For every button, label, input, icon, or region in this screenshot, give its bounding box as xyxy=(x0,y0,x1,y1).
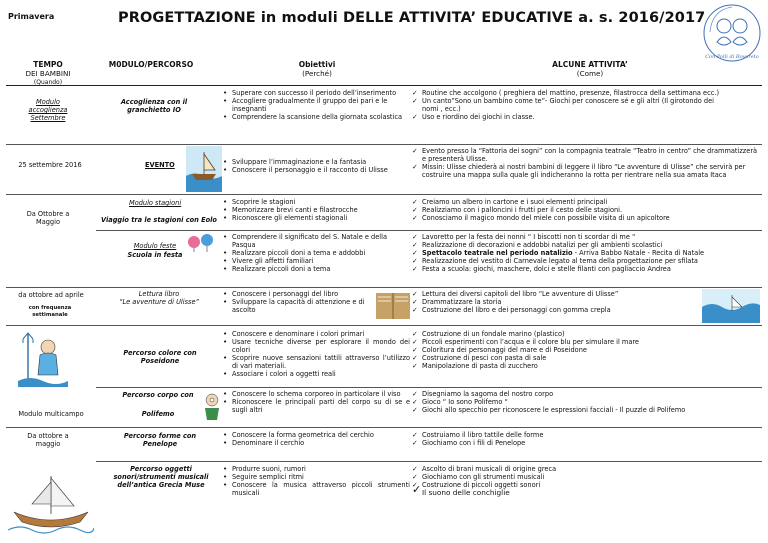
r1-modulo: Accoglienza con il granchietto IO xyxy=(120,98,188,115)
r9-attivita xyxy=(412,465,758,497)
attivita-item: ✓ Routine che accolgono ( preghiera del mattino, presenze, filastrocca della settimana ecc.) xyxy=(412,89,730,97)
obiettivo-item: • Denominare il cerchio xyxy=(222,439,410,447)
obiettivo-item: • Associare i colori a oggetti reali xyxy=(222,370,410,378)
r6-attivita xyxy=(412,330,758,370)
obiettivo-item: • Usare tecniche diverse per esplorare il mondo dei colori xyxy=(222,338,410,354)
attivita-item: ✓ Realizzazione del vestito di Carnevale legato al tema della progettazione per sfilata xyxy=(412,257,758,265)
r3-modulo-title: Viaggio tra le stagioni con Eolo xyxy=(101,216,217,224)
r5-attivita xyxy=(412,290,702,314)
attivita-item: ✓ Un canto”Sono un bambino come te”- Giochi per conoscere sé e gli altri (Il girotondo dei nomi , ecc.) xyxy=(412,97,730,113)
obiettivo-item: • Scoprire le stagioni xyxy=(222,198,412,206)
rule-7 xyxy=(6,427,762,428)
rule-2 xyxy=(6,194,762,195)
rule-header xyxy=(6,85,762,86)
obiettivo-item: • Vivere gli affetti familiari xyxy=(222,257,412,265)
attivita-item: ✓ Manipolazione di pasta di zucchero xyxy=(412,362,758,370)
obiettivo-item: • Comprendere la scansione della giornata scolastica xyxy=(222,113,410,121)
obiettivo-item: • Comprendere il significato del S. Natale e della Pasqua xyxy=(222,233,412,249)
r8-attivita xyxy=(412,431,758,447)
ulysses-ship-illustration xyxy=(186,146,222,192)
attivita-item: ✓ Costruzione di un fondale marino (plastico) xyxy=(412,330,758,338)
greek-ship-illustration xyxy=(8,468,94,540)
obiettivo-item: • Conoscere i personaggi del libro xyxy=(222,290,374,298)
attivita-item: ✓ Costruiamo il libro tattile delle forme xyxy=(412,431,758,439)
page-title: PROGETTAZIONE in moduli DELLE ATTIVITA’ EDUCATIVE a. s. 2016/2017 xyxy=(118,10,706,26)
r2-attivita xyxy=(412,147,758,179)
attivita-item: ✓ Realizzazione di decorazioni e addobbi natalizi per gli ambienti scolastici xyxy=(412,241,758,249)
obiettivo-item: • Conoscere lo schema corporeo in particolare il viso xyxy=(222,390,410,398)
polifemo-clipart xyxy=(202,392,222,420)
r3-tempo: Da Ottobre a Maggio xyxy=(26,210,70,227)
r3-obiettivi xyxy=(222,198,412,222)
attivita-item: ✓ Realizziamo con i palloncini i frutti per il cesto delle stagioni. xyxy=(412,206,758,214)
attivita-item: ✓ Lettura dei diversi capitoli del libro “Le avventure di Ulisse” xyxy=(412,290,702,298)
obiettivo-item: • Realizzare piccoli doni a tema e addobbi xyxy=(222,249,412,257)
col-head-modulo: M0DULO/PERCORSO xyxy=(108,60,194,69)
obiettivo-item: • Scoprire nuove sensazioni tattili attraverso l’utilizzo di vari materiali. xyxy=(222,354,410,370)
r8-obiettivi xyxy=(222,431,410,447)
obiettivo-item: • Accogliere gradualmente il gruppo dei pari e le insegnanti xyxy=(222,97,410,113)
r7-modulo-title: Polifemo xyxy=(141,410,175,418)
col-head-attivita: ALCUNE ATTIVITA’ (Come) xyxy=(552,60,628,78)
attivita-item: ✓ Drammatizzare la storia xyxy=(412,298,702,306)
rule-8 xyxy=(96,461,762,462)
obiettivo-item: • Riconoscere le principali parti del corpo su di se e sugli altri xyxy=(222,398,410,414)
rule-3 xyxy=(96,230,762,231)
obiettivo-item: • Sviluppare l’immaginazione e la fantasia xyxy=(222,158,408,166)
attivita-item: ✓ Festa a scuola: giochi, maschere, dolci e stelle filanti con pagliaccio Andrea xyxy=(412,265,758,273)
book-clipart xyxy=(374,289,412,323)
r5-tempo: da ottobre ad aprile xyxy=(18,291,84,299)
r3-attivita xyxy=(412,198,758,222)
season-label: Primavera xyxy=(8,12,55,21)
attivita-item: ✓ Giochiamo con gli strumenti musicali xyxy=(412,473,758,481)
r7-modulo-label: Percorso corpo con xyxy=(122,391,194,399)
attivita-item: ✓ Giochiamo con i fili di Penelope xyxy=(412,439,758,447)
obiettivo-item: • Memorizzare brevi canti e filastrocche xyxy=(222,206,412,214)
r7-obiettivi xyxy=(222,390,410,414)
logo-text: Con Polli di Rovereto xyxy=(705,54,759,60)
obiettivo-item: • Sviluppare la capacità di attenzione e di ascolto xyxy=(222,298,374,314)
attivita-item: ✓ Costruzione del libro e dei personaggi con gomma crepla xyxy=(412,306,702,314)
r4-attivita xyxy=(412,233,758,273)
attivita-item: ✓ Missin: Ulisse chiederà ai nostri bambini di leggere il libro “Le avventure di Ulisse” che servirà per costruire una mappa sulla quale gli indicheranno la rotta per rientrare nella sua amata Itaca xyxy=(412,163,758,179)
r7-attivita xyxy=(412,390,758,414)
rule-6 xyxy=(96,387,762,388)
obiettivo-item: • Superare con successo il periodo dell’inserimento xyxy=(222,89,410,97)
rule-1 xyxy=(6,144,762,145)
obiettivo-item: • Conoscere il personaggio e il racconto di Ulisse xyxy=(222,166,408,174)
r6-obiettivi xyxy=(222,330,410,379)
attivita-item: ✓ Il suono delle conchiglie xyxy=(412,489,758,497)
attivita-item: ✓ Uso e riordino dei giochi in classe. xyxy=(412,113,730,121)
attivita-item: ✓ Giochi allo specchio per riconoscere le espressioni facciali - Il puzzle di Polifemo xyxy=(412,406,758,414)
obiettivo-item: • Realizzare piccoli doni a tema xyxy=(222,265,412,273)
attivita-item: ✓ Lavoretto per la festa dei nonni “ I biscotti non ti scordar di me “ xyxy=(412,233,758,241)
rule-4 xyxy=(6,287,762,288)
r1-tempo: Modulo accoglienza Settembre xyxy=(28,98,68,123)
school-logo xyxy=(700,2,764,64)
obiettivo-item: • Conoscere la musica attraverso piccoli strumenti musicali xyxy=(222,481,410,497)
attivita-item: ✓ Costruzione di piccoli oggetti sonori xyxy=(412,481,758,489)
r1-attivita xyxy=(412,89,730,121)
attivita-item: ✓ Piccoli esperimenti con l’acqua e il colore blu per simulare il mare xyxy=(412,338,758,346)
r8-tempo: Da ottobre a maggio xyxy=(27,432,69,449)
attivita-item: ✓ Conosciamo il magico mondo del miele con possibile visita di un apicoltore xyxy=(412,214,758,222)
r5-tempo-note: con frequenza settimanale xyxy=(28,305,72,318)
r9-modulo: Percorso oggetti sonori/strumenti musicali dell’antica Grecia Muse xyxy=(113,465,209,490)
r2-obiettivi xyxy=(222,158,408,174)
rule-5 xyxy=(6,325,762,326)
attivita-item: ✓ Spettacolo teatrale nel periodo natalizio - Arriva Babbo Natale - Recita di Natale xyxy=(412,249,758,257)
r1-obiettivi xyxy=(222,89,410,121)
r9-obiettivi xyxy=(222,465,410,497)
r4-modulo-label: Modulo feste xyxy=(133,242,177,250)
attivita-item: ✓ Ascolto di brani musicali di origine greca xyxy=(412,465,758,473)
attivita-item: ✓ Disegniamo la sagoma del nostro corpo xyxy=(412,390,758,398)
col-head-obiettivi: Obiettivi (Perché) xyxy=(298,60,336,78)
r8-modulo: Percorso forme con Penelope xyxy=(123,432,197,449)
col-head-tempo: TEMPO DEI BAMBINI (Quando) xyxy=(25,60,71,86)
attivita-item: ✓ Coloritura dei personaggi del mare e di Poseidone xyxy=(412,346,758,354)
r5-modulo: Lettura libro “Le avventure di Ulisse” xyxy=(119,290,199,307)
attivita-item: ✓ Costruzione di pesci con pasta di sale xyxy=(412,354,758,362)
obiettivo-item: • Produrre suoni, rumori xyxy=(222,465,410,473)
festa-clipart xyxy=(186,232,216,252)
obiettivo-item: • Conoscere la forma geometrica del cerchio xyxy=(222,431,410,439)
r5-obiettivi xyxy=(222,290,374,314)
sea-illustration xyxy=(702,289,760,323)
obiettivo-item: • Seguire semplici ritmi xyxy=(222,473,410,481)
poseidon-illustration xyxy=(18,331,68,387)
attivita-item: ✓ Gioco “ Io sono Polifemo “ xyxy=(412,398,758,406)
r2-modulo: EVENTO xyxy=(145,161,175,169)
r3-modulo-label: Modulo stagioni xyxy=(129,199,182,207)
obiettivo-item: • Conoscere e denominare i colori primari xyxy=(222,330,410,338)
r4-modulo-title: Scuola in festa xyxy=(127,251,183,259)
r6-modulo: Percorso colore con Poseidone xyxy=(123,349,197,366)
obiettivo-item: • Riconoscere gli elementi stagionali xyxy=(222,214,412,222)
attivita-item: ✓ Creiamo un albero in cartone e i suoi elementi principali xyxy=(412,198,758,206)
attivita-item: ✓ Evento presso la “Fattoria dei sogni” con la compagnia teatrale “Teatro in centro” che drammatizzerà e presenterà Ulisse. xyxy=(412,147,758,163)
r4-obiettivi xyxy=(222,233,412,273)
r2-tempo: 25 settembre 2016 xyxy=(18,161,82,169)
r7-tempo: Modulo multicampo xyxy=(18,410,84,418)
